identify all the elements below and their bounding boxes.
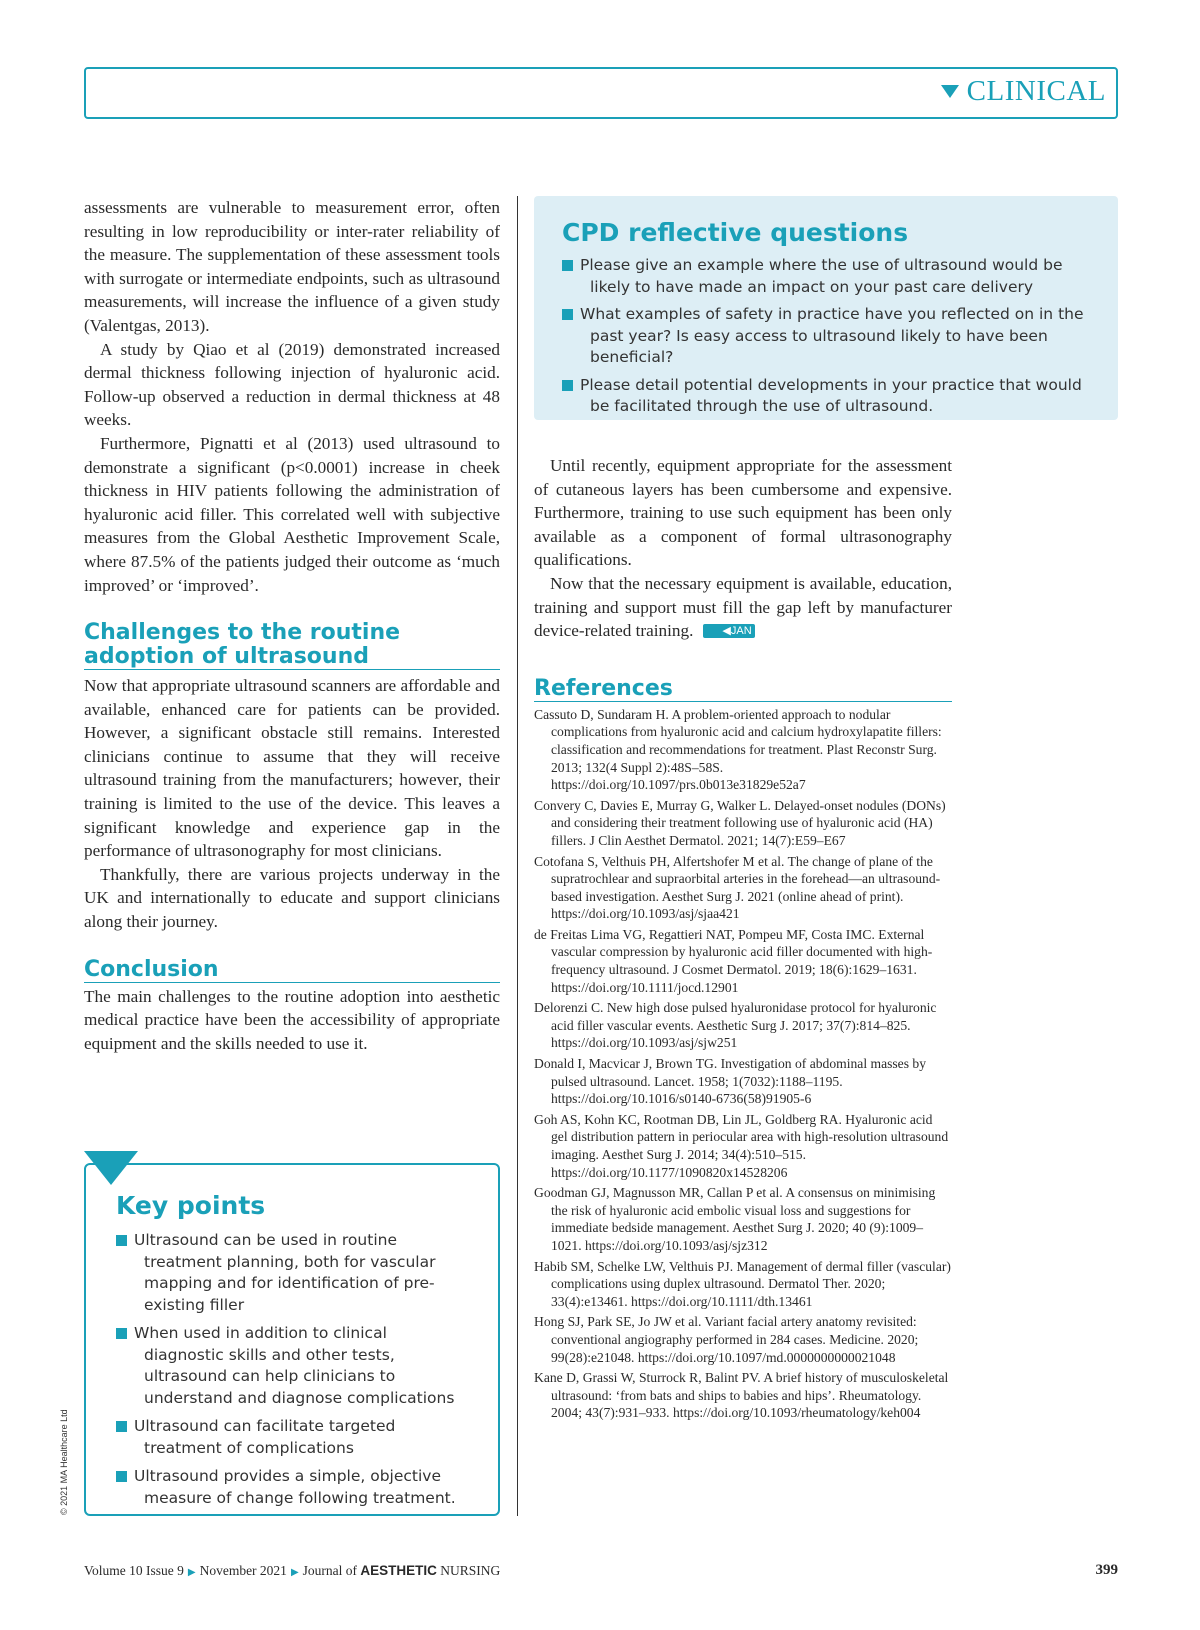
reference-item: Delorenzi C. New high dose pulsed hyaluronidase protocol for hyaluronic acid filler vascular events. Aesthetic Surg J. 2017; 37(7):814–825. https://doi.org/10.1093/asj/sjw251 — [534, 1000, 937, 1051]
right-column — [534, 454, 952, 1425]
reference-item: Cotofana S, Velthuis PH, Alfertshofer M et al. The change of plane of the supratrochlear and supraorbital arteries in the forehead—an ultrasound-based investigation. Aesthet Surg J. 2021 (online ahead of print). https://doi.org/10.1093/asj/sjaa421 — [534, 853, 941, 922]
cpd-title: CPD reflective questions — [562, 218, 909, 247]
copyright-notice: © 2021 MA Healthcare Ltd — [59, 1409, 69, 1515]
footer-journal-suffix: NURSING — [440, 1563, 501, 1578]
cpd-questions-box — [534, 196, 1118, 420]
left-column — [84, 196, 500, 1055]
body-paragraph: A study by Qiao et al (2019) demonstrated increased dermal thickness following injection of hyaluronic acid. Follow-up observed a reduction in dermal thickness at 48 weeks. — [84, 339, 500, 430]
triangle-down-icon — [941, 85, 959, 98]
square-bullet-icon — [116, 1421, 127, 1432]
reference-item: de Freitas Lima VG, Regattieri NAT, Pompeu MF, Costa IMC. External vascular compression by hyaluronic acid filler documented with high-frequency ultrasound. J Cosmet Dermatol. 2019; 18(6):1629–1631. https://doi.org/10.1111/jocd.12901 — [534, 926, 933, 995]
square-bullet-icon — [562, 309, 573, 320]
reference-item: Convery C, Davies E, Murray G, Walker L. Delayed-onset nodules (DONs) and considering their treatment following use of hyaluronic acid (HA) fillers. J Clin Aesthet Dermatol. 2021; 14(7):E59–E67 — [534, 797, 946, 848]
column-divider — [517, 196, 518, 1516]
body-paragraph: assessments are vulnerable to measurement error, often resulting in low reproducibility or inter-rater reliability of the measure. The supplementation of these assessment tools with surrogate or intermediate endpoints, such as ultrasound measurements, will increase the influence of a given study (Valentgas, 2013). — [84, 198, 500, 335]
square-bullet-icon — [116, 1235, 127, 1246]
references-list — [534, 706, 952, 1422]
triangle-right-icon: ▶ — [290, 1567, 299, 1578]
footer-volume: Volume 10 Issue 9 — [84, 1563, 184, 1578]
key-points-list — [116, 1230, 470, 1509]
body-paragraph: Now that appropriate ultrasound scanners are affordable and available, enhanced care for patients can be provided. However, a significant obstacle still remains. Interested clinicians continue to assume that they will receive ultrasound training from the manufacturers; however, their training is limited to the use of the device. This leaves a significant knowledge and experience gap in the performance of ultrasonography for most clinicians. — [84, 676, 500, 861]
reference-item: Habib SM, Schelke LW, Velthuis PJ. Management of dermal filler (vascular) complications using duplex ultrasound. Dermatol Ther. 2020; 33(4):e13461. https://doi.org/10.1111/dth.13461 — [534, 1258, 951, 1309]
reference-item: Cassuto D, Sundaram H. A problem-oriented approach to nodular complications from hyaluronic acid and calcium hydroxylapatite fillers: classification and recommendations for treatment. Plast Reconstr Surg. 2013; 132(4 Suppl 2):48S–58S. https://doi.org/10.1097/prs.0b013e31829e52a7 — [534, 706, 942, 793]
footer-journal-prefix: Journal of — [302, 1563, 358, 1578]
body-paragraph: The main challenges to the routine adoption into aesthetic medical practice have been the accessibility of appropriate equipment and the skills needed to use it. — [84, 986, 500, 1053]
cpd-list — [562, 255, 1090, 418]
square-bullet-icon — [116, 1328, 127, 1339]
key-points-box — [84, 1163, 500, 1516]
square-bullet-icon — [562, 380, 573, 391]
reference-item: Donald I, Macvicar J, Brown TG. Investigation of abdominal masses by pulsed ultrasound. Lancet. 1958; 1(7032):1188–1195. https://doi.org/10.1016/s0140-6736(58)91905-6 — [534, 1056, 927, 1107]
page-number: 399 — [1095, 1562, 1118, 1578]
list-item: Please give an example where the use of ultrasound would be likely to have made an impact on your past care delivery — [562, 255, 1090, 298]
footer-date: November 2021 — [199, 1563, 287, 1578]
body-paragraph: Until recently, equipment appropriate for the assessment of cutaneous layers has been cumbersome and expensive. Furthermore, training to use such equipment has been only available as a component of formal ultrasonography qualifications. — [534, 456, 952, 570]
end-of-article-mark: ◀JAN — [703, 624, 754, 638]
list-item: Ultrasound can facilitate targeted treatment of complications — [116, 1416, 470, 1459]
key-points-title: Key points — [116, 1191, 266, 1220]
section-header-frame — [84, 67, 1118, 119]
square-bullet-icon — [562, 260, 573, 271]
section-heading-references: References — [534, 677, 952, 702]
body-paragraph: Thankfully, there are various projects underway in the UK and internationally to educate and support clinicians along their journey. — [84, 864, 500, 932]
list-item: Ultrasound provides a simple, objective measure of change following treatment. — [116, 1466, 470, 1509]
section-heading-conclusion: Conclusion — [84, 958, 500, 983]
reference-item: Goh AS, Kohn KC, Rootman DB, Lin JL, Goldberg RA. Hyaluronic acid gel distribution pattern in periocular area with high-resolution ultrasound imaging. Aesthet Surg J. 2014; 34(4):510–515. https://doi.org/10.1177/1090820x14528206 — [534, 1111, 949, 1180]
section-label — [941, 75, 1106, 108]
body-paragraph: Furthermore, Pignatti et al (2013) used ultrasound to demonstrate a significant (p<0.0001) increase in cheek thickness in HIV patients following the administration of hyaluronic acid filler. This correlated well with subjective measures from the Global Aesthetic Improvement Scale, where 87.5% of the patients judged their outcome as ‘much improved’ or ‘improved’. — [84, 433, 500, 595]
page-footer — [84, 1563, 1118, 1579]
list-item: When used in addition to clinical diagnostic skills and other tests, ultrasound can help clinicians to understand and diagnose complications — [116, 1323, 470, 1409]
square-bullet-icon — [116, 1471, 127, 1482]
list-item: What examples of safety in practice have you reflected on in the past year? Is easy access to ultrasound likely to have been beneficial? — [562, 304, 1090, 369]
body-paragraph: Now that the necessary equipment is available, education, training and support must fill the gap left by manufacturer device-related training. ◀JAN — [534, 573, 952, 641]
list-item: Please detail potential developments in your practice that would be facilitated through the use of ultrasound. — [562, 375, 1090, 418]
reference-item: Kane D, Grassi W, Sturrock R, Balint PV. A brief history of musculoskeletal ultrasound: ‘from bats and ships to babies and hips’. Rheumatology. 2004; 43(7):931–933. https://doi.org/10.1093/rheumatology/keh004 — [534, 1370, 949, 1421]
reference-item: Goodman GJ, Magnusson MR, Callan P et al. A consensus on minimising the risk of hyaluronic acid embolic visual loss and suggestions for immediate bedside management. Aesthet Surg J. 2020; 40 (9):1009–1021. https://doi.org/10.1093/asj/sjz312 — [534, 1185, 936, 1253]
reference-item: Hong SJ, Park SE, Jo JW et al. Variant facial artery anatomy revisited: conventional angiography performed in 284 cases. Medicine. 2020; 99(28):e21048. https://doi.org/10.1097/md.0000000000021048 — [534, 1314, 919, 1365]
key-points-tab-icon — [84, 1151, 138, 1185]
footer-journal-bold: AESTHETIC — [360, 1563, 437, 1578]
list-item: Ultrasound can be used in routine treatment planning, both for vascular mapping and for identification of pre-existing filler — [116, 1230, 470, 1316]
triangle-right-icon: ▶ — [187, 1567, 196, 1578]
section-label-text: CLINICAL — [966, 75, 1106, 107]
section-heading-challenges: Challenges to the routine adoption of ultrasound — [84, 621, 500, 670]
